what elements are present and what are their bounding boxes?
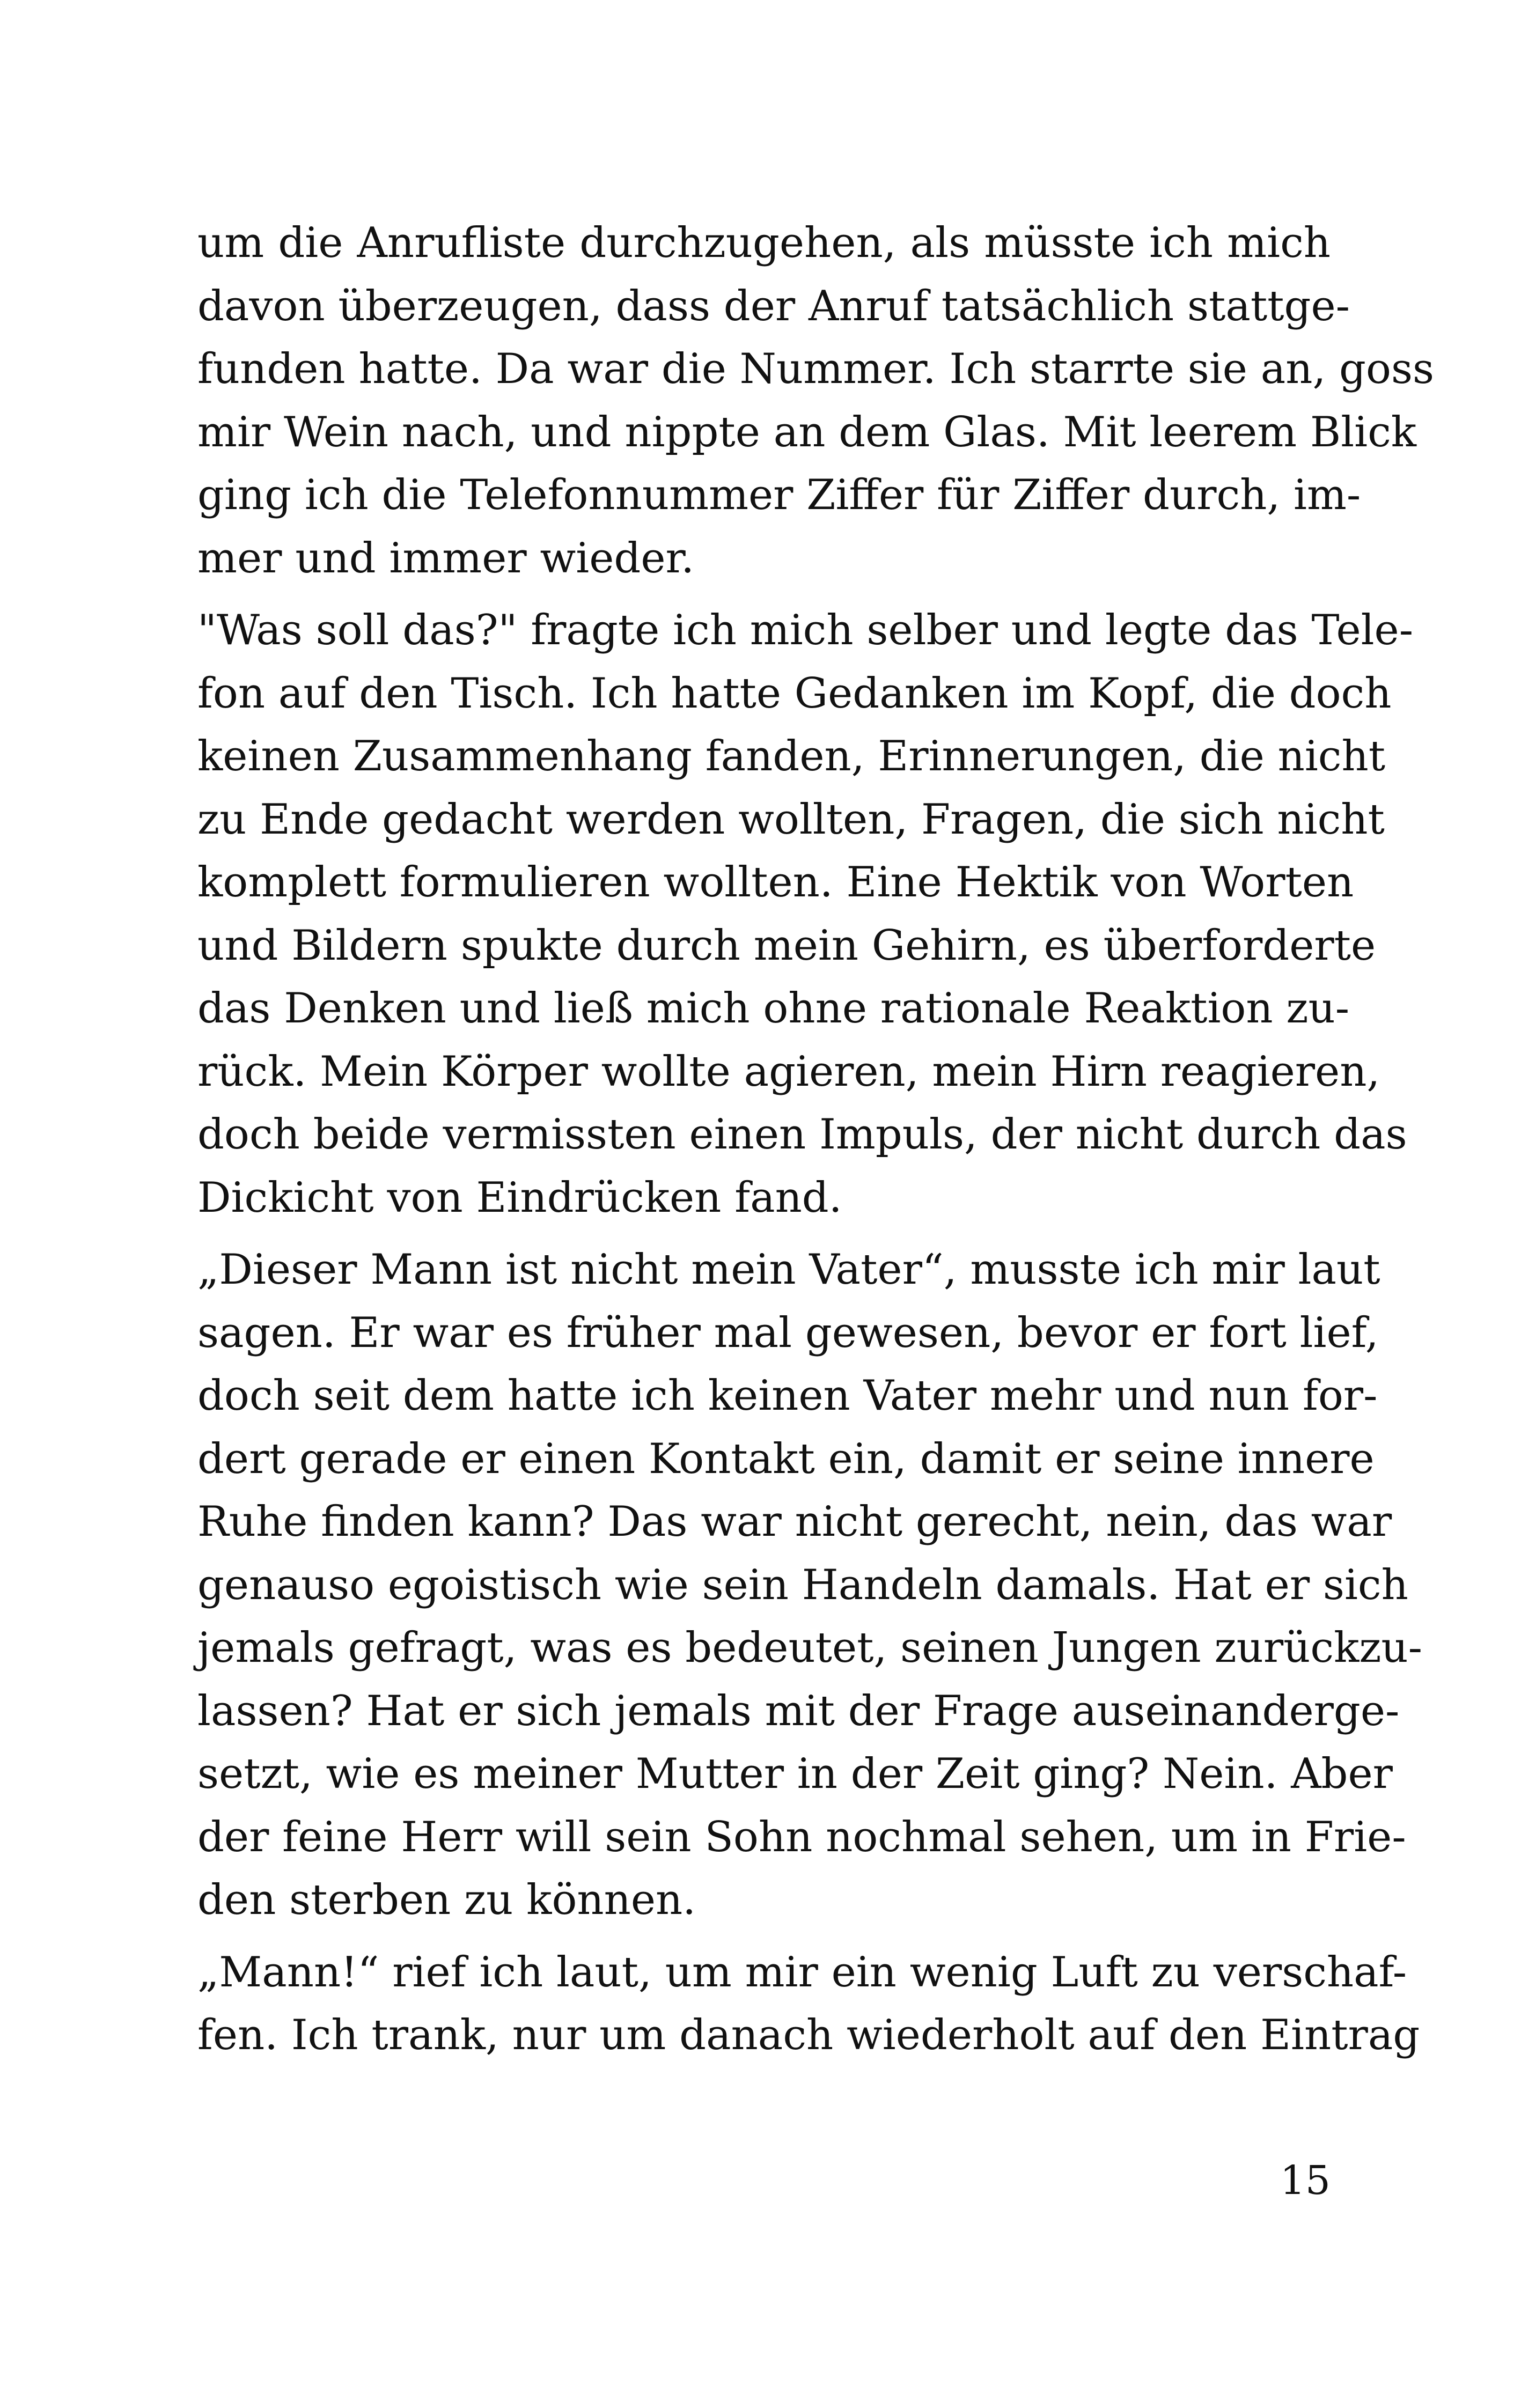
- text-line: Dickicht von Eindrücken fand.: [197, 1173, 842, 1222]
- body-text: [197, 212, 1434, 2076]
- text-line: "Was soll das?" fragte ich mich selber und legte das Tele-: [197, 606, 1414, 654]
- text-line: rück. Mein Körper wollte agieren, mein Hirn reagieren,: [197, 1047, 1380, 1096]
- text-line: ging ich die Telefonnummer Ziffer für Ziffer durch, im-: [197, 471, 1361, 519]
- text-line: komplett formulieren wollten. Eine Hektik von Worten: [197, 858, 1354, 907]
- text-line: der feine Herr will sein Sohn nochmal sehen, um in Frie-: [197, 1813, 1406, 1861]
- text-line: das Denken und ließ mich ohne rationale Reaktion zu-: [197, 984, 1350, 1033]
- paragraph-1: [197, 212, 1434, 590]
- text-line: funden hatte. Da war die Nummer. Ich starrte sie an, goss: [197, 345, 1434, 393]
- text-line: „Dieser Mann ist nicht mein Vater“, musste ich mir laut: [197, 1246, 1380, 1294]
- text-line: und Bildern spukte durch mein Gehirn, es überforderte: [197, 921, 1376, 970]
- text-line: fon auf den Tisch. Ich hatte Gedanken im Kopf, die doch: [197, 669, 1392, 718]
- text-line: davon überzeugen, dass der Anruf tatsächlich stattge-: [197, 282, 1350, 330]
- text-line: keinen Zusammenhang fanden, Erinnerungen, die nicht: [197, 732, 1386, 780]
- text-line: dert gerade er einen Kontakt ein, damit er seine innere: [197, 1434, 1375, 1483]
- text-line: den sterben zu können.: [197, 1876, 696, 1924]
- text-line: lassen? Hat er sich jemals mit der Frage auseinanderge-: [197, 1687, 1400, 1735]
- text-line: zu Ende gedacht werden wollten, Fragen, die sich nicht: [197, 795, 1385, 844]
- text-line: doch beide vermissten einen Impuls, der nicht durch das: [197, 1110, 1407, 1159]
- text-line: mir Wein nach, und nippte an dem Glas. Mit leerem Blick: [197, 408, 1417, 456]
- text-line: sagen. Er war es früher mal gewesen, bevor er fort lief,: [197, 1308, 1379, 1357]
- text-line: mer und immer wieder.: [197, 534, 694, 583]
- text-line: Ruhe finden kann? Das war nicht gerecht, nein, das war: [197, 1498, 1392, 1546]
- text-line: doch seit dem hatte ich keinen Vater mehr und nun for-: [197, 1372, 1378, 1420]
- text-line: um die Anrufliste durchzugehen, als müsste ich mich: [197, 219, 1331, 267]
- text-line: „Mann!“ rief ich laut, um mir ein wenig Luft zu verschaf-: [197, 1948, 1407, 1997]
- paragraph-4: [197, 1941, 1420, 2067]
- page-number: 15: [1280, 2157, 1331, 2204]
- text-line: genauso egoistisch wie sein Handeln damals. Hat er sich: [197, 1560, 1408, 1609]
- text-line: setzt, wie es meiner Mutter in der Zeit ging? Nein. Aber: [197, 1750, 1393, 1798]
- text-line: jemals gefragt, was es bedeutet, seinen Jungen zurückzu-: [197, 1624, 1423, 1672]
- paragraph-3: [197, 1239, 1423, 1932]
- text-line: fen. Ich trank, nur um danach wiederholt auf den Eintrag: [197, 2011, 1420, 2059]
- paragraph-2: [197, 599, 1414, 1229]
